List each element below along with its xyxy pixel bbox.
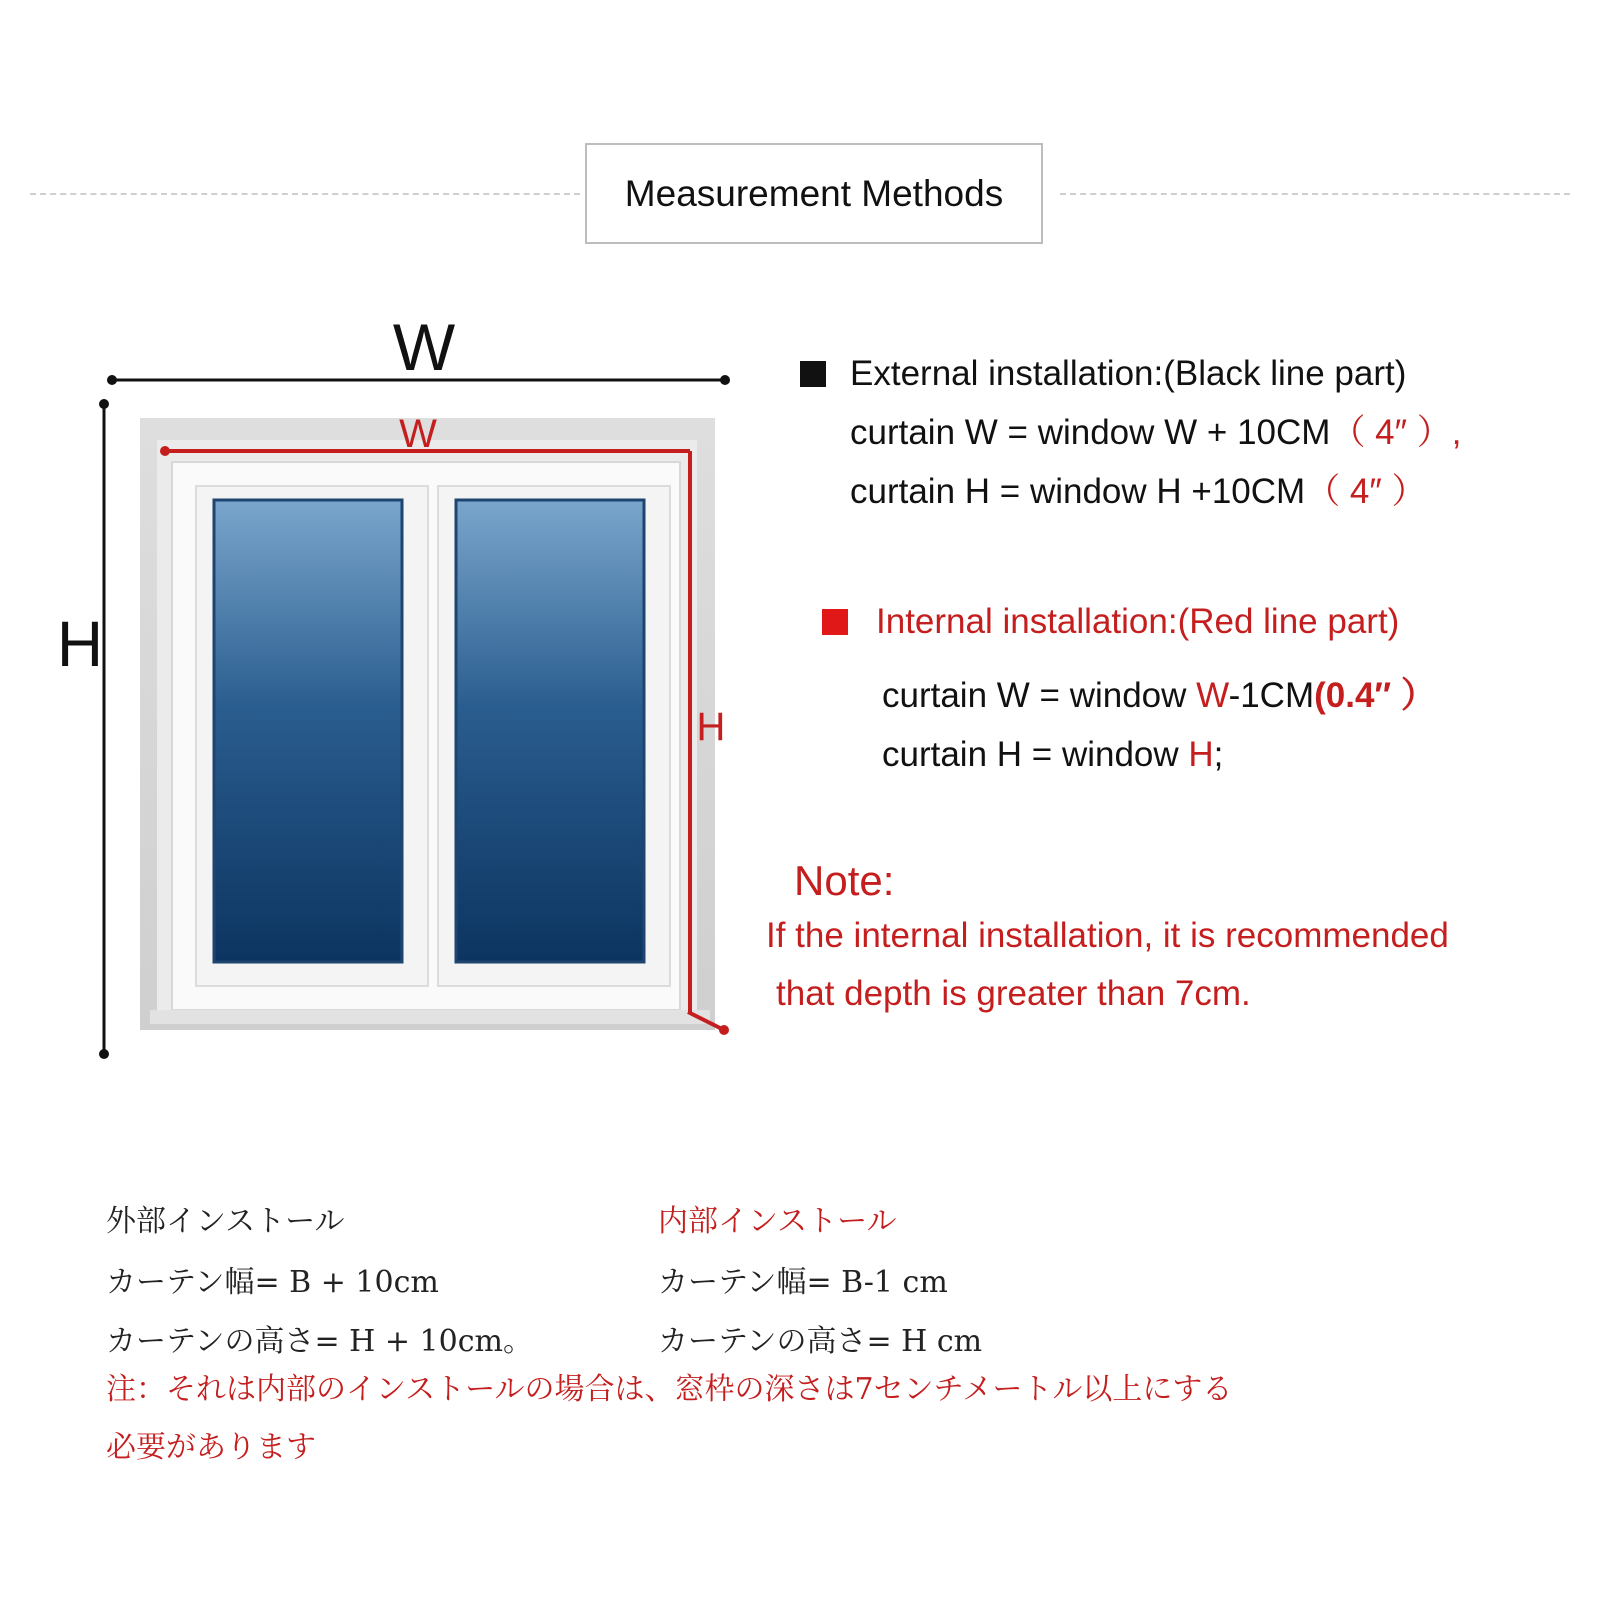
left-glass-pane <box>214 500 402 962</box>
inner-width-label: W <box>399 412 437 456</box>
jp-note-line-2: 必要があります <box>106 1430 316 1465</box>
external-width-text: curtain W = window W + 10CM <box>850 413 1331 452</box>
outer-height-bottom-dot <box>99 1049 109 1059</box>
external-height-text: curtain H = window H +10CM <box>850 472 1306 511</box>
outer-width-right-dot <box>720 375 730 385</box>
jp-internal-width: カーテン幅= B-1 cm <box>658 1265 948 1300</box>
external-height-formula <box>850 474 1427 509</box>
right-dashed-rule <box>1060 193 1570 195</box>
jp-external-title: 外部インストール <box>106 1204 345 1239</box>
internal-height-formula <box>882 737 1223 772</box>
jp-internal-title: 内部インストール <box>658 1204 897 1239</box>
outer-width-label: W <box>392 310 456 384</box>
external-width-formula <box>850 415 1461 450</box>
note-title: Note: <box>794 857 895 904</box>
internal-width-formula <box>882 678 1436 713</box>
external-height-inches: （ 4″ ） <box>1305 472 1427 511</box>
jp-internal-height: カーテンの高さ= H cm <box>658 1324 983 1359</box>
red-square-bullet <box>822 609 848 635</box>
inner-height-label: H <box>696 705 726 749</box>
note-line-2: that depth is greater than 7cm. <box>776 974 1251 1013</box>
internal-width-w: W <box>1196 676 1229 715</box>
internal-width-inches: (0.4″ ） <box>1314 676 1436 715</box>
right-glass-pane <box>456 500 644 962</box>
outer-height-label: H <box>56 608 104 680</box>
note-line-1: If the internal installation, it is recommended <box>766 916 1449 955</box>
outer-height-top-dot <box>99 399 109 409</box>
jp-external-width: カーテン幅= B + 10cm <box>106 1265 439 1300</box>
black-square-bullet <box>800 361 826 387</box>
internal-height-h: H <box>1188 735 1214 774</box>
outer-width-left-dot <box>107 375 117 385</box>
internal-heading: Internal installation:(Red line part) <box>876 602 1400 641</box>
internal-height-semicolon: ; <box>1213 735 1224 774</box>
internal-height-text: curtain H = window <box>882 735 1189 774</box>
internal-width-minus: -1CM <box>1228 676 1315 715</box>
jp-external-height: カーテンの高さ= H + 10cm。 <box>106 1324 533 1359</box>
inner-depth-dot <box>719 1025 729 1035</box>
window-sill <box>150 1010 710 1024</box>
jp-note-line-1: 注：それは内部のインストールの場合は、窓枠の深さは7センチメートル以上にする <box>106 1372 1233 1407</box>
window-diagram <box>0 0 760 1070</box>
external-width-inches: （ 4″ ）, <box>1330 413 1462 452</box>
page-title: Measurement Methods <box>585 143 1043 244</box>
internal-width-text: curtain W = window <box>882 676 1197 715</box>
inner-width-left-dot <box>160 446 170 456</box>
external-heading: External installation:(Black line part) <box>850 354 1407 393</box>
